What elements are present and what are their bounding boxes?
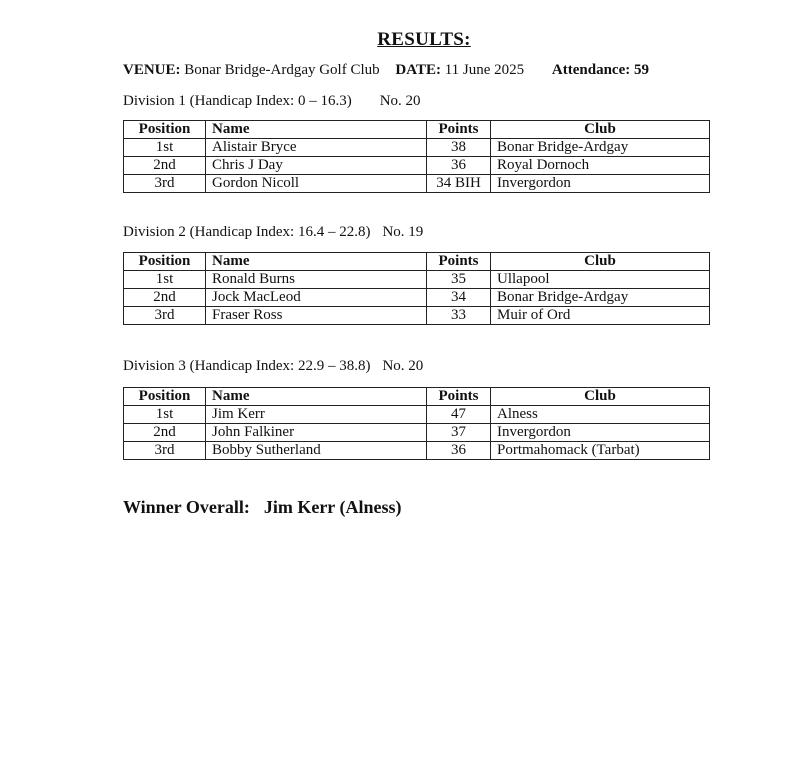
cell-points: 33 [427, 307, 491, 325]
cell-name: Jock MacLeod [206, 289, 427, 307]
cell-points: 36 [427, 442, 491, 460]
winner-label: Winner Overall: [123, 497, 250, 517]
cell-position: 2nd [124, 424, 206, 442]
division-3-heading [123, 358, 423, 375]
cell-name: Gordon Nicoll [206, 175, 427, 193]
table-row [124, 175, 710, 193]
cell-points: 34 [427, 289, 491, 307]
cell-club: Royal Dornoch [491, 157, 710, 175]
cell-name: Bobby Sutherland [206, 442, 427, 460]
cell-points: 47 [427, 406, 491, 424]
cell-points: 38 [427, 139, 491, 157]
winner-overall [123, 497, 401, 518]
cell-position: 3rd [124, 307, 206, 325]
column-header-points: Points [427, 253, 491, 271]
division-2-heading [123, 224, 423, 241]
division-count: No. 19 [382, 224, 424, 240]
page-title: RESULTS: [377, 29, 471, 50]
cell-points: 37 [427, 424, 491, 442]
division-label: Division 1 (Handicap Index: 0 – 16.3) [123, 93, 352, 109]
table-header-row [124, 253, 710, 271]
column-header-name: Name [206, 388, 427, 406]
division-1-heading [123, 93, 421, 110]
column-header-club: Club [491, 388, 710, 406]
table-row [124, 406, 710, 424]
cell-club: Invergordon [491, 175, 710, 193]
attendance: Attendance: 59 [551, 62, 649, 78]
cell-club: Ullapool [491, 271, 710, 289]
column-header-club: Club [491, 121, 710, 139]
column-header-points: Points [427, 388, 491, 406]
cell-position: 3rd [124, 175, 206, 193]
division-label: Division 2 (Handicap Index: 16.4 – 22.8) [123, 224, 371, 240]
cell-club: Invergordon [491, 424, 710, 442]
column-header-position: Position [124, 388, 206, 406]
venue-label: VENUE: [123, 62, 181, 78]
cell-name: Ronald Burns [206, 271, 427, 289]
cell-name: Jim Kerr [206, 406, 427, 424]
cell-position: 2nd [124, 289, 206, 307]
date-label: DATE: [395, 62, 441, 78]
cell-points: 35 [427, 271, 491, 289]
division-2-table [123, 252, 710, 325]
venue-value: Bonar Bridge-Ardgay Golf Club [184, 62, 380, 78]
division-label: Division 3 (Handicap Index: 22.9 – 38.8) [123, 358, 371, 374]
division-count: No. 20 [379, 93, 421, 109]
cell-name: Chris J Day [206, 157, 427, 175]
column-header-name: Name [206, 121, 427, 139]
division-count: No. 20 [382, 358, 424, 374]
cell-points: 34 BIH [427, 175, 491, 193]
table-row [124, 271, 710, 289]
table-row [124, 424, 710, 442]
column-header-club: Club [491, 253, 710, 271]
column-header-name: Name [206, 253, 427, 271]
division-1-table [123, 120, 710, 193]
cell-position: 2nd [124, 157, 206, 175]
winner-name: Jim Kerr (Alness) [263, 497, 402, 517]
table-row [124, 157, 710, 175]
cell-club: Bonar Bridge-Ardgay [491, 289, 710, 307]
cell-position: 1st [124, 406, 206, 424]
cell-club: Portmahomack (Tarbat) [491, 442, 710, 460]
date-value: 11 June 2025 [444, 62, 525, 78]
cell-position: 1st [124, 139, 206, 157]
cell-name: Alistair Bryce [206, 139, 427, 157]
table-header-row [124, 121, 710, 139]
division-3-table [123, 387, 710, 460]
cell-position: 1st [124, 271, 206, 289]
cell-name: John Falkiner [206, 424, 427, 442]
table-row [124, 442, 710, 460]
cell-club: Alness [491, 406, 710, 424]
table-row [124, 139, 710, 157]
column-header-points: Points [427, 121, 491, 139]
cell-name: Fraser Ross [206, 307, 427, 325]
cell-club: Bonar Bridge-Ardgay [491, 139, 710, 157]
column-header-position: Position [124, 253, 206, 271]
table-header-row [124, 388, 710, 406]
venue-line [123, 62, 649, 79]
cell-points: 36 [427, 157, 491, 175]
cell-position: 3rd [124, 442, 206, 460]
table-row [124, 289, 710, 307]
column-header-position: Position [124, 121, 206, 139]
table-row [124, 307, 710, 325]
cell-club: Muir of Ord [491, 307, 710, 325]
